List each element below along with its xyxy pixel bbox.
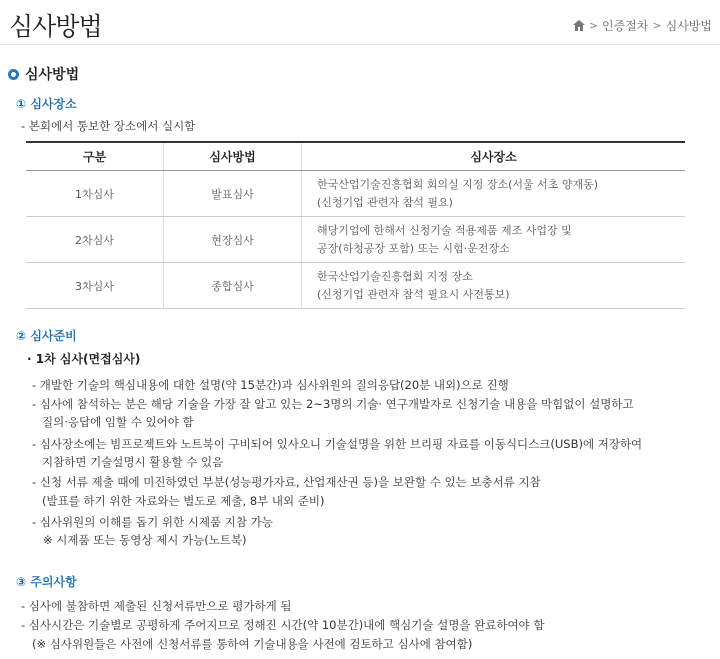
cell-place (302, 263, 686, 309)
cell-place (302, 217, 686, 263)
notice-line: - 심사시간은 기술별로 공평하게 주어지므로 정해진 시간(약 10분간)내에 핵심기술 설명을 완료하여야 함 (21, 618, 545, 632)
bullet-circle-icon (8, 69, 19, 80)
notice-line: (※ 심사위원들은 사전에 신청서류를 통하여 기술내용을 사전에 검토하고 심사에 참여함) (32, 637, 473, 651)
cell-type: 1차심사 (26, 171, 164, 217)
cell-place-line1: 한국산업기술진흥협회 지정 장소 (317, 269, 473, 283)
prep-line: - 심사에 참석하는 분은 해당 기술을 가장 잘 알고 있는 2~3명의 기술· 연구개발자로 신청기술 내용을 막힘없이 설명하고 (32, 397, 634, 411)
cell-method: 발표심사 (164, 171, 302, 217)
cell-place-line2: 공장(하청공장 포함) 또는 시험·운전장소 (317, 241, 510, 255)
place-note: - 본회에서 통보한 장소에서 실시함 (21, 119, 196, 133)
cell-place-line2: (신청기업 관련자 참석 필요) (317, 195, 453, 209)
section-title (8, 64, 79, 84)
table-row (26, 171, 685, 217)
table-row (26, 217, 685, 263)
cell-type: 2차심사 (26, 217, 164, 263)
section-title-text: 심사방법 (25, 67, 80, 83)
prep-line: 지참하면 기술설명시 활용할 수 있음 (42, 455, 224, 469)
prep-line: ※ 시제품 또는 동영상 제시 가능(노트북) (43, 533, 247, 547)
header (0, 0, 720, 45)
col-method-header: 심사방법 (164, 142, 302, 171)
col-place-header: 심사장소 (302, 142, 686, 171)
prep-subtitle: · 1차 심사(면접심사) (27, 352, 141, 366)
breadcrumb-item-current[interactable]: 심사방법 (665, 19, 712, 33)
prep-line: - 심사위원의 이해를 돕기 위한 시제품 지참 가능 (32, 515, 273, 529)
chevron-right-icon: > (588, 19, 599, 32)
table-header-row (26, 142, 685, 171)
table-row (26, 263, 685, 309)
chevron-right-icon: > (652, 19, 662, 32)
cell-place-line1: 해당기업에 한해서 신청기술 적용제품 제조 사업장 및 (317, 223, 572, 237)
prep-title: ② 심사준비 (16, 329, 77, 343)
breadcrumb-item-procedure[interactable]: 인증절차 (602, 19, 649, 33)
prep-line: (발표를 하기 위한 자료와는 별도로 제출, 8부 내외 준비) (42, 494, 325, 508)
place-table (26, 141, 685, 309)
prep-line: - 개발한 기술의 핵심내용에 대한 설명(약 15분간)과 심사위원의 질의응답(20분 내외)으로 진행 (32, 378, 509, 392)
place-title: ① 심사장소 (16, 97, 77, 111)
col-type-header: 구분 (26, 142, 164, 171)
cell-place (302, 171, 686, 217)
notice-title: ③ 주의사항 (16, 575, 77, 589)
breadcrumb (573, 17, 712, 34)
cell-method: 종합심사 (164, 263, 302, 309)
prep-line: 질의·응답에 임할 수 있어야 함 (42, 415, 194, 429)
cell-place-line1: 한국산업기술진흥협회 회의실 지정 장소(서울 서초 양재동) (317, 177, 599, 191)
cell-method: 현장심사 (164, 217, 302, 263)
prep-line: - 심사장소에는 빔프로젝트와 노트북이 구비되어 있사오니 기술설명을 위한 브리핑 자료를 이동식디스크(USB)에 저장하여 (32, 437, 643, 451)
page-title: 심사방법 (9, 12, 102, 41)
home-icon[interactable] (573, 20, 585, 31)
cell-place-line2: (신청기업 관련자 참석 필요시 사전통보) (317, 287, 510, 301)
cell-type: 3차심사 (26, 263, 164, 309)
prep-line: - 신청 서류 제출 때에 미진하였던 부분(성능평가자료, 산업재산권 등)을 보완할 수 있는 보충서류 지참 (32, 475, 541, 489)
notice-line: - 심사에 불참하면 제출된 신청서류만으로 평가하게 됨 (21, 599, 292, 613)
